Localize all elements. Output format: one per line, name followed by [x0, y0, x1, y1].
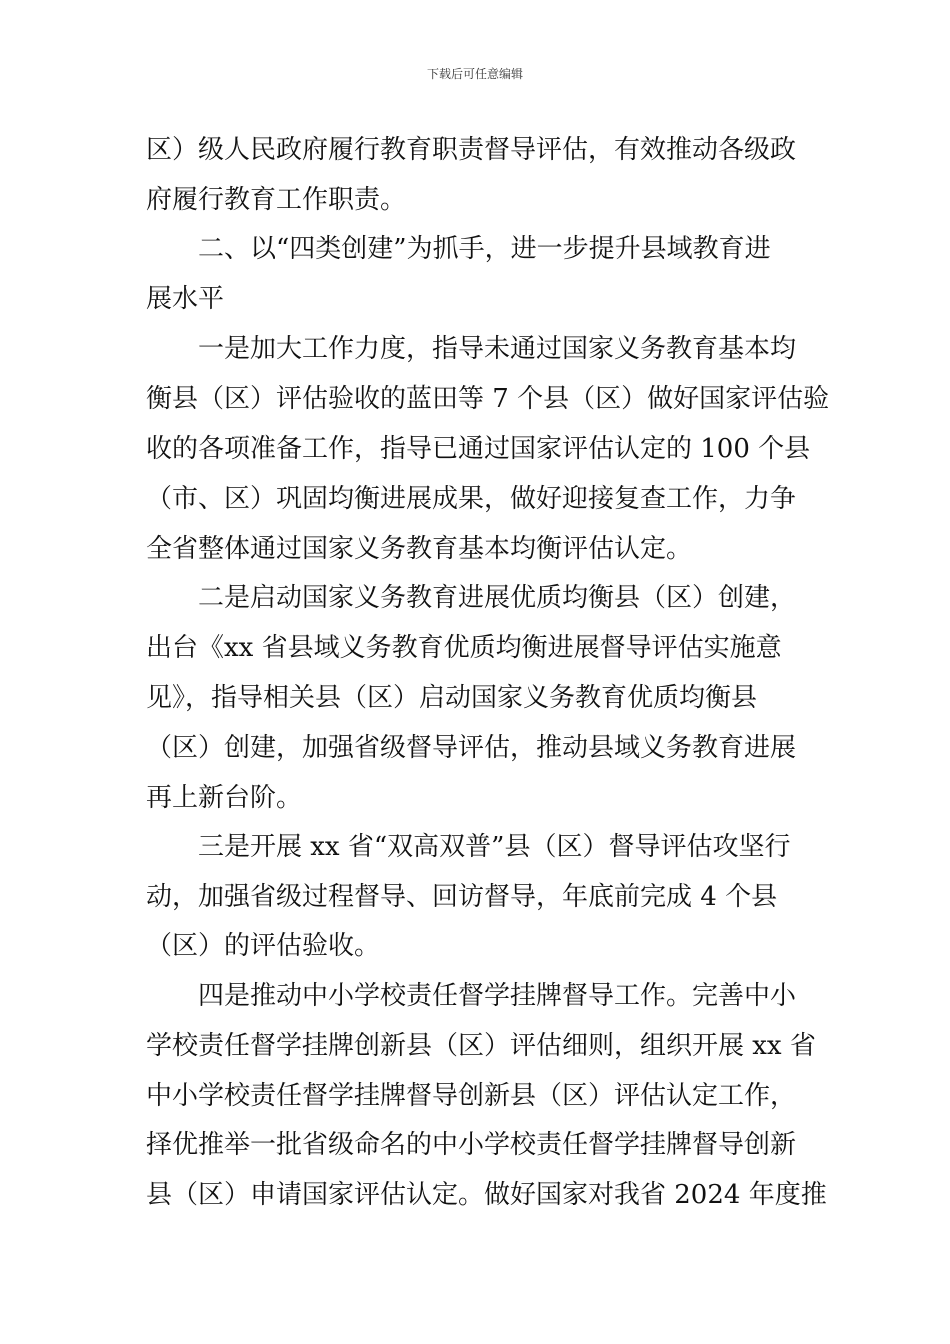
text-line: 全省整体通过国家义务教育基本均衡评估认定。	[146, 534, 693, 564]
text-line: 府履行教育工作职责。	[146, 185, 407, 215]
text-line: 四是推动中小学校责任督学挂牌督导工作。完善中小	[198, 981, 797, 1011]
text-line: 中小学校责任督学挂牌督导创新县（区）评估认定工作，	[146, 1081, 797, 1111]
text-line: 收的各项准备工作，指导已通过国家评估认定的 100 个县	[146, 434, 811, 464]
text-line: 动，加强省级过程督导、回访督导，年底前完成 4 个县	[146, 882, 778, 912]
text-line: （市、区）巩固均衡进展成果，做好迎接复查工作，力争	[146, 484, 797, 514]
text-line: 学校责任督学挂牌创新县（区）评估细则，组织开展 xx 省	[146, 1031, 816, 1061]
text-line: 二是启动国家义务教育进展优质均衡县（区）创建，	[198, 583, 797, 613]
page-header: 下载后可任意编辑	[426, 67, 523, 81]
text-line: 衡县（区）评估验收的蓝田等 7 个县（区）做好国家评估验	[146, 384, 830, 414]
text-line: （区）的评估验收。	[146, 931, 381, 961]
text-line: （区）创建，加强省级督导评估，推动县域义务教育进展	[146, 733, 797, 763]
text-line: 展水平	[146, 284, 225, 314]
text-line: 择优推举一批省级命名的中小学校责任督学挂牌督导创新	[146, 1130, 797, 1160]
text-line: 出台《xx 省县域义务教育优质均衡进展督导评估实施意	[146, 633, 782, 663]
text-line: 二、以“四类创建”为抓手，进一步提升县域教育进	[198, 234, 771, 264]
text-line: 一是加大工作力度，指导未通过国家义务教育基本均	[198, 334, 797, 364]
text-line: 再上新台阶。	[146, 783, 303, 813]
text-line: 见》，指导相关县（区）启动国家义务教育优质均衡县	[146, 683, 758, 713]
text-line: 区）级人民政府履行教育职责督导评估，有效推动各级政	[146, 135, 797, 165]
text-line: 三是开展 xx 省“双高双普”县（区）督导评估攻坚行	[198, 832, 791, 862]
text-line: 县（区）申请国家评估认定。做好国家对我省 2024 年度推	[146, 1180, 827, 1210]
